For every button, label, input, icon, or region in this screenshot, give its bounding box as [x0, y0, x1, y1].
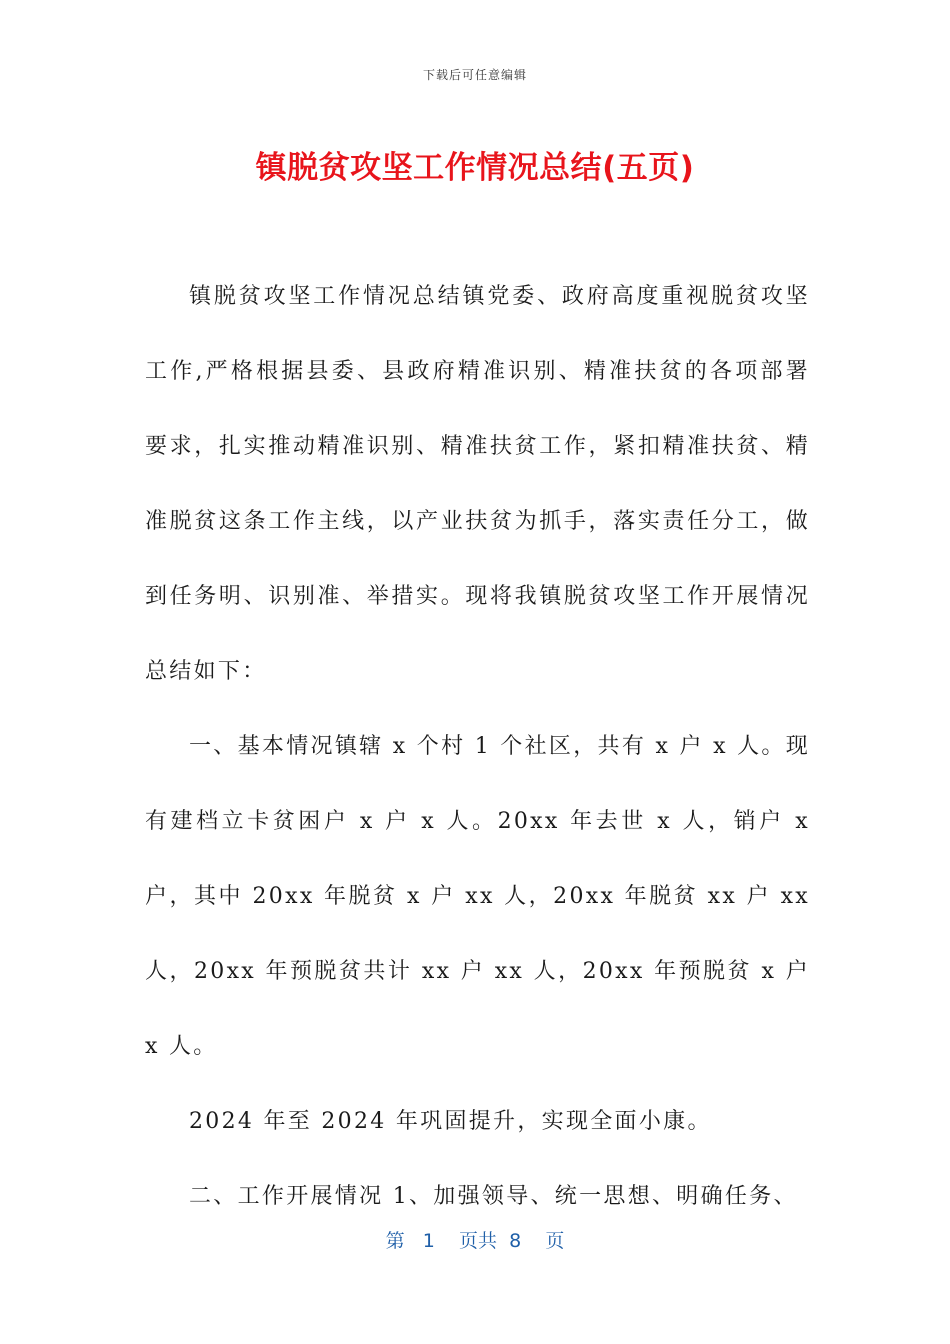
- footer-current-page: 1: [422, 1230, 435, 1252]
- footer-total-pages: 8: [509, 1230, 522, 1252]
- header-note: 下载后可任意编辑: [422, 68, 527, 82]
- footer-middle: 页共: [459, 1230, 498, 1252]
- footer-prefix: 第: [385, 1230, 405, 1252]
- page-number-footer: [0, 1226, 950, 1253]
- document-body: [145, 259, 810, 1234]
- document-title: 镇脱贫攻坚工作情况总结(五页): [255, 150, 695, 186]
- paragraph-consolidation: 2024 年至 2024 年巩固提升，实现全面小康。: [189, 1109, 712, 1134]
- paragraph-basic-situation: 一、基本情况镇辖 x 个村 1 个社区，共有 x 户 x 人。现有建档立卡贫困户 x 户 x 人。20xx 年去世 x 人，销户 x 户，其中 20xx 年脱贫 x 户 xx 人，20xx 年脱贫 xx 户 xx 人，20xx 年预脱贫共计 xx 户 xx 人，20xx 年预脱贫 x 户 x 人。: [145, 734, 810, 1059]
- footer-suffix: 页: [545, 1230, 565, 1252]
- paragraph-work-progress: 二、工作开展情况 1、加强领导、统一思想、明确任务、: [189, 1184, 798, 1209]
- paragraph-intro: 镇脱贫攻坚工作情况总结镇党委、政府高度重视脱贫攻坚工作,严格根据县委、县政府精准识别、精准扶贫的各项部署要求，扎实推动精准识别、精准扶贫工作，紧扣精准扶贫、精准脱贫这条工作主线，以产业扶贫为抓手，落实责任分工，做到任务明、识别准、举措实。现将我镇脱贫攻坚工作开展情况总结如下：: [145, 284, 810, 684]
